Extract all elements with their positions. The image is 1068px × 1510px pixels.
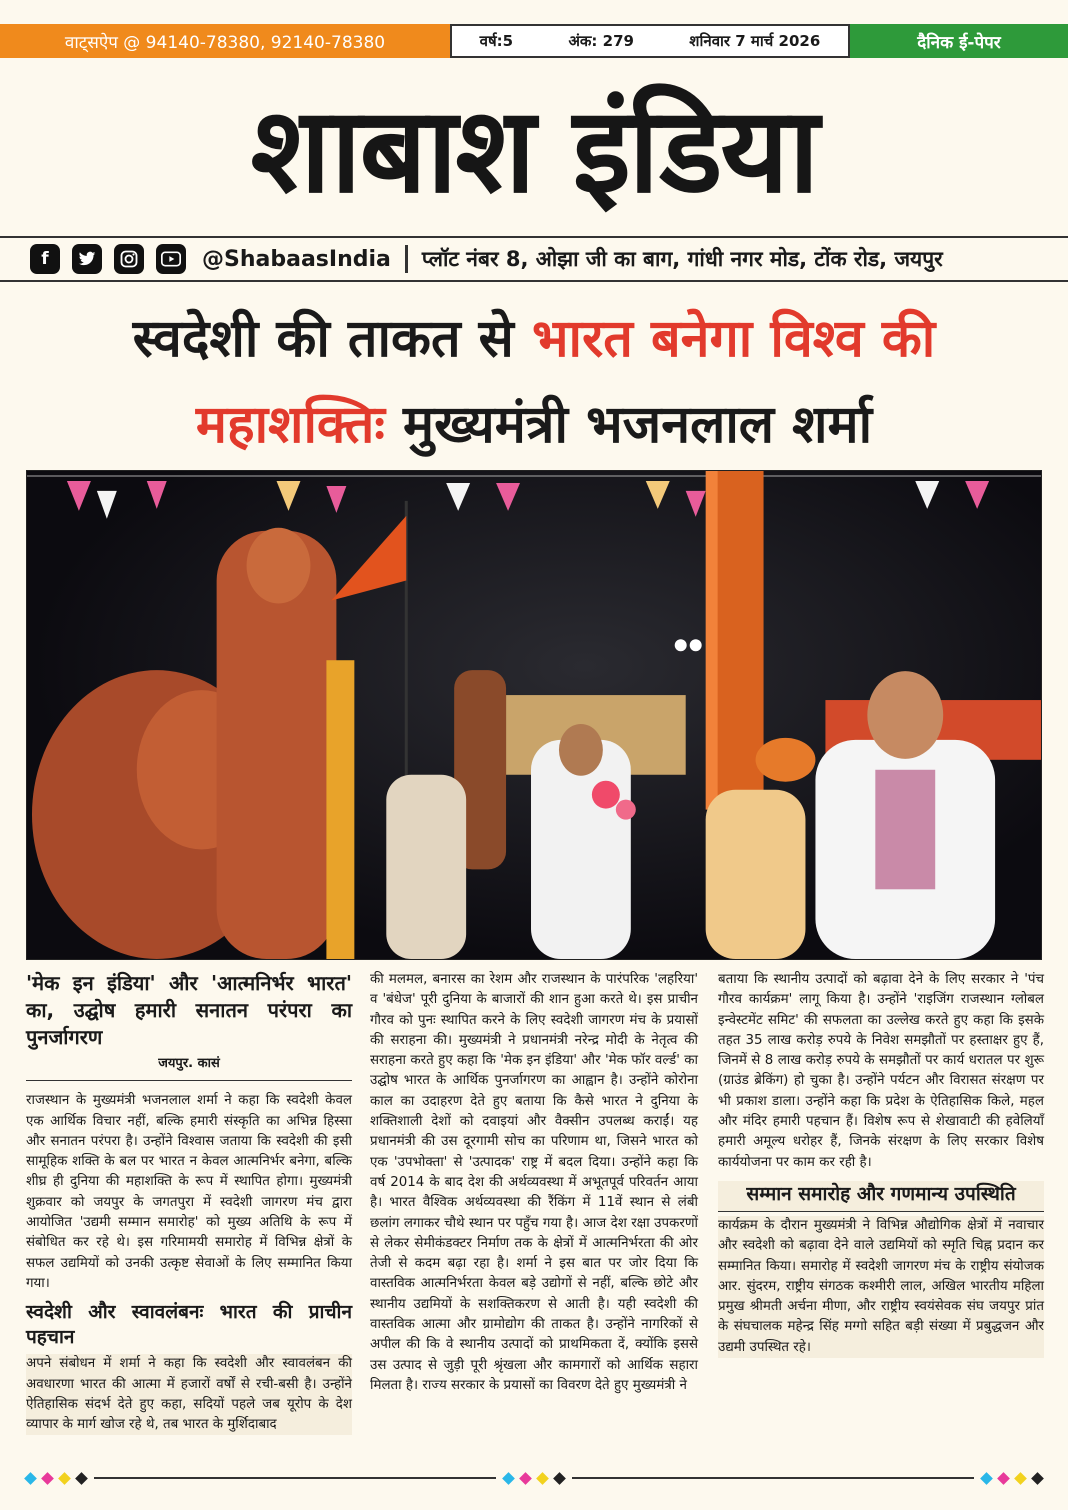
issue-number: अंक: 279 xyxy=(568,32,634,50)
divider xyxy=(405,245,408,273)
article-paragraph-4: बताया कि स्थानीय उत्पादों को बढ़ावा देने के लिए सरकार ने 'पंच गौरव कार्यक्रम' लागू किया है। उन्होंने 'राइजिंग राजस्थान ग्लोबल इन्वेस्टमेंट समिट' की सफलता का उल्लेख करते हुए कहा कि इसके तहत 35 लाख करोड़ रुपये के निवेश समझौतों पर हस्ताक्षर हुए हैं, जिनमें से 8 लाख करोड़ रुपये के समझौतों पर कार्य धरातल पर शुरू (ग्राउंड ब्रेकिंग) हो चुका है। उन्होंने पर्यटन और विरासत संरक्षण पर भी प्रकाश डाला। उन्होंने कहा कि प्रदेश के ऐतिहासिक किले, महल और मंदिर हमारी पहचान हैं। विशेष रूप से शेखावाटी की हवेलियाँ हमारी अमूल्य धरोहर हैं, जिनके संरक्षण के लिए सरकार विशेष कार्ययोजना पर काम कर रही है। xyxy=(718,972,1044,1170)
edition-label: दैनिक ई-पेपर xyxy=(850,24,1068,58)
social-bar xyxy=(0,236,1068,282)
main-headline xyxy=(20,296,1048,468)
whatsapp-contact: वाट्सऐप @ 94140-78380, 92140-78380 xyxy=(0,24,450,58)
magenta-diamond xyxy=(519,1472,532,1485)
article-column-2 xyxy=(370,970,698,1396)
top-info-bar xyxy=(0,24,1068,58)
section-heading-1: स्वदेशी और स्वावलंबनः भारत की प्राचीन पहचान xyxy=(26,1301,352,1349)
newspaper-title: शाबाश इंडिया xyxy=(250,81,818,219)
magenta-diamond xyxy=(41,1472,54,1485)
cyan-diamond xyxy=(24,1472,37,1485)
instagram-icon[interactable] xyxy=(114,244,144,274)
black-diamond xyxy=(75,1472,88,1485)
article-paragraph-3: की मलमल, बनारस का रेशम और राजस्थान के पारंपरिक 'लहरिया' व 'बंधेज' पूरी दुनिया के बाजारों की शान हुआ करते थे। इस प्राचीन गौरव को पुनः स्थापित करने के लिए स्वदेशी जागरण मंच के प्रयासों की सराहना की। मुख्यमंत्री ने प्रधानमंत्री नरेन्द्र मोदी के नेतृत्व की सराहना करते हुए कहा कि 'मेक इन इंडिया' और 'मेक फॉर वर्ल्ड' का उद्घोष भारत के आर्थिक पुनर्जागरण का आह्वान है। उन्होंने कोरोना काल का उदाहरण देते हुए बताया कि कैसे भारत ने दुनिया के शक्तिशाली देशों को दवाइयां और वैक्सीन उपलब्ध कराईं। यह प्रधानमंत्री की उस दूरगामी सोच का परिणाम था, जिसने भारत को एक 'उपभोक्ता' से 'उत्पादक' राष्ट्र में बदल दिया। उन्होंने कहा कि वर्ष 2014 के बाद देश की अर्थव्यवस्था में अभूतपूर्व परिवर्तन आया है। भारत वैश्विक अर्थव्यवस्था की रैंकिंग में 11वें स्थान से लंबी छलांग लगाकर चौथे स्थान पर पहुँच गया है। आज देश रक्षा उपकरणों से लेकर सेमीकंडक्टर निर्माण तक के क्षेत्रों में आत्मनिर्भरता की ओर तेजी से कदम बढ़ा रहा है। शर्मा ने इस बात पर जोर दिया कि वास्तविक आत्मनिर्भरता केवल बड़े उद्योगों से नहीं, बल्कि छोटे और स्थानीय उद्यमियों के सशक्तिकरण से आती है। यही स्वदेशी की वास्तविक आत्मा और ग्रामोद्योग की ताकत है। उन्होंने नागरिकों से अपील की कि वे स्थानीय उत्पादों को प्राथमिकता दें, क्योंकि इससे उस उत्पाद से जुड़ी पूरी श्रृंखला और कामगारों को आर्थिक सहारा मिलता है। राज्य सरकार के प्रयासों का विवरण देते हुए मुख्यमंत्री ने xyxy=(370,972,698,1393)
article-paragraph-2: अपने संबोधन में शर्मा ने कहा कि स्वदेशी और स्वावलंबन की अवधारणा भारत की आत्मा में हजारों वर्षों से रची-बसी है। उन्होंने ऐतिहासिक संदर्भ देते हुए कहा, सदियों पहले जब यूरोप के देश व्यापार के मार्ग खोज रहे थे, तब भारत के मुर्शिदाबाद xyxy=(26,1354,352,1435)
headline-part-3: महाशक्तिः xyxy=(195,395,404,455)
year-label: वर्ष:5 xyxy=(479,32,514,50)
article-paragraph-1: राजस्थान के मुख्यमंत्री भजनलाल शर्मा ने कहा कि स्वदेशी केवल एक आर्थिक विचार नहीं, बल्कि हमारी संस्कृति का अभिन्न हिस्सा और सनातन परंपरा है। उन्होंने विश्वास जताया कि स्वदेशी की इसी सामूहिक शक्ति के बल पर भारत न केवल आत्मनिर्भर बनेगा, बल्कि शीघ्र ही दुनिया की महाशक्ति के रूप में स्थापित होगा। मुख्यमंत्री शुक्रवार को जयपुर के जगतपुरा में स्वदेशी जागरण मंच द्वारा आयोजित 'उद्यमी सम्मान समारोह' को मुख्य अतिथि के रूप में संबोधित कर रहे थे। इस गरिमामयी समारोह में विभिन्न क्षेत्रों के सफल उद्यमियों को उनकी उत्कृष्ट सेवाओं के लिए सम्मानित किया गया। xyxy=(26,1093,352,1291)
footer-line xyxy=(572,1477,974,1479)
article-column-3 xyxy=(718,970,1044,1358)
headline-part-2: भारत बनेगा विश्व की xyxy=(531,309,936,369)
headline-part-1: स्वदेशी की ताकत से xyxy=(132,309,532,369)
article-subhead: 'मेक इन इंडिया' और 'आत्मनिर्भर भारत' का, उद्घोष हमारी सनातन परंपरा का पुनर्जागरण xyxy=(26,971,352,1049)
black-diamond xyxy=(553,1472,566,1485)
bunting-decoration xyxy=(27,476,1041,519)
office-address: प्लॉट नंबर 8, ओझा जी का बाग, गांधी नगर मोड, टोंक रोड, जयपुर xyxy=(421,247,943,271)
yellow-diamond xyxy=(1014,1472,1027,1485)
headline-line-1 xyxy=(20,296,1048,382)
youtube-icon[interactable] xyxy=(156,244,186,274)
headline-line-2 xyxy=(20,382,1048,468)
facebook-icon[interactable]: f xyxy=(30,244,60,274)
saffron-flag xyxy=(331,516,406,601)
issue-info xyxy=(450,24,850,58)
section-heading-2: सम्मान समारोह और गणमान्य उपस्थिति xyxy=(718,1181,1044,1212)
issue-date: शनिवार 7 मार्च 2026 xyxy=(689,32,821,50)
headline-part-4: मुख्यमंत्री भजनलाल शर्मा xyxy=(403,395,873,455)
byline: जयपुर. कासं xyxy=(26,1054,352,1081)
black-diamond xyxy=(1031,1472,1044,1485)
footer-line xyxy=(94,1477,496,1479)
article-paragraph-5: कार्यक्रम के दौरान मुख्यमंत्री ने विभिन्न औद्योगिक क्षेत्रों में नवाचार और स्वदेशी को बढ़ावा देने वाले उद्यमियों को स्मृति चिह्न प्रदान कर सम्मानित किया। समारोह में स्वदेशी जागरण मंच के राष्ट्रीय संयोजक आर. सुंदरम, राष्ट्रीय संगठक कश्मीरी लाल, अखिल भारतीय महिला प्रमुख श्रीमती अर्चना मीणा, और राष्ट्रीय स्वयंसेवक संघ जयपुर प्रांत के संघचालक महेन्द्र सिंह मग्गो सहित बड़ी संख्या में प्रबुद्धजन और उद्यमी उपस्थित रहे। xyxy=(718,1216,1044,1358)
social-handle[interactable]: @ShabaasIndia xyxy=(202,246,391,272)
cyan-diamond xyxy=(980,1472,993,1485)
yellow-diamond xyxy=(58,1472,71,1485)
cyan-diamond xyxy=(502,1472,515,1485)
twitter-icon[interactable] xyxy=(72,244,102,274)
yellow-diamond xyxy=(536,1472,549,1485)
article-column-1 xyxy=(26,970,352,1435)
event-photo xyxy=(26,470,1042,960)
footer-ornament xyxy=(26,1472,1042,1484)
magenta-diamond xyxy=(997,1472,1010,1485)
